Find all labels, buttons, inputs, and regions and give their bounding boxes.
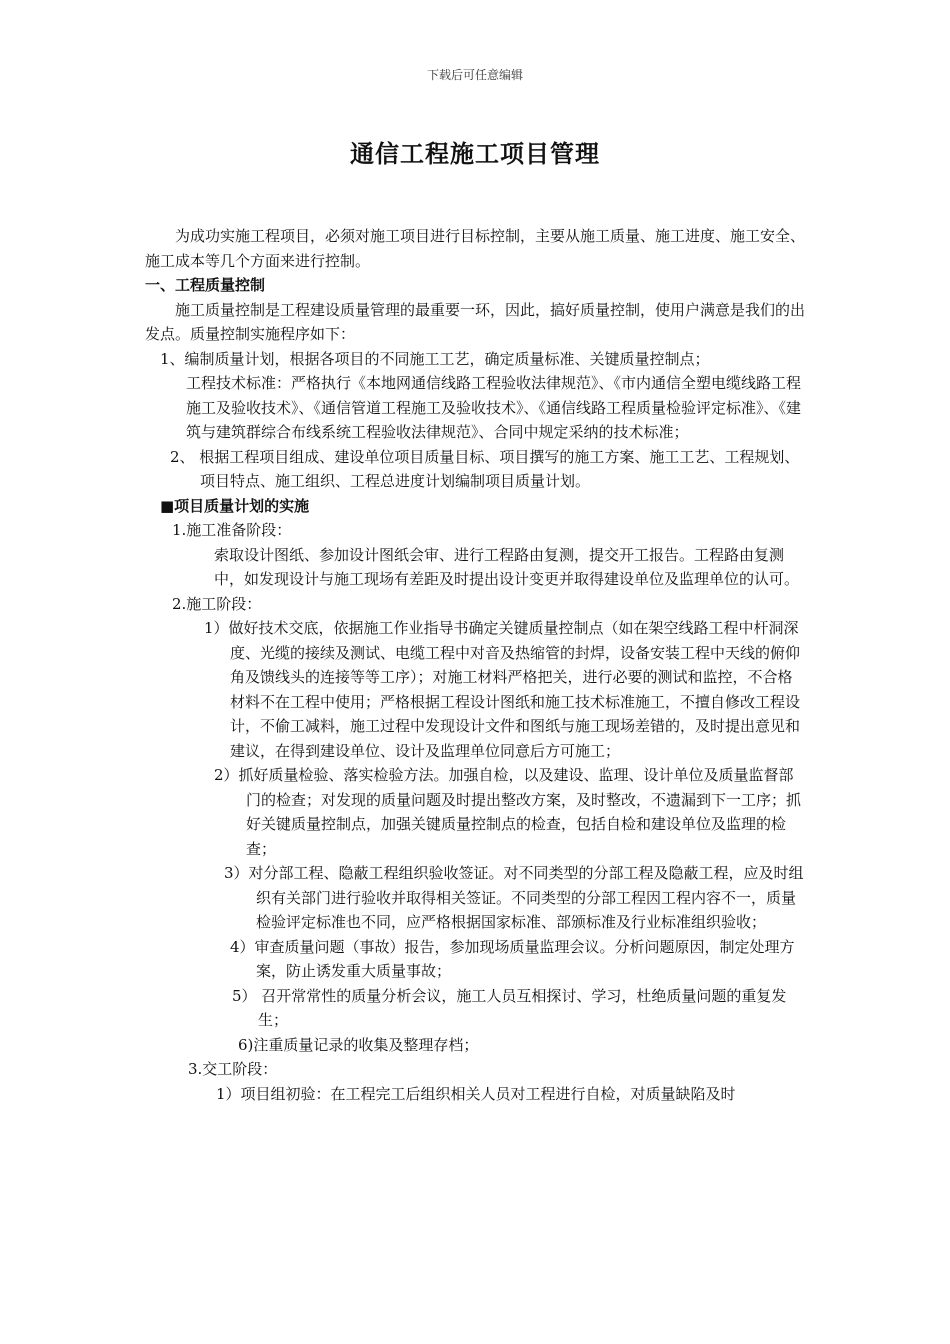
list-item: 6)注重质量记录的收集及整理存档； [238,1035,479,1054]
stage-title-handover: 3.交工阶段： [188,1060,278,1078]
standards-paragraph: 工程技术标准：严格执行《本地网通信线路工程验收法律规范》、《市内通信全塑电缆线路工程施工及验收技术》、《通信管道工程施工及验收技术》、《通信线路工程质量检验评定标准》、《建筑与建筑群综合布线系统工程验收法律规范》、合同中规定采纳的技术标准； [186,374,802,441]
page-title: 通信工程施工项目管理 [350,139,600,168]
list-item: 2）抓好质量检验、落实检验方法。加强自检，以及建设、监理、设计单位及质量监督部门的检查；对发现的质量问题及时提出整改方案，及时整改，不遗漏到下一工序；抓好关键质量控制点，加强关键质量控制点的检查，包括自检和建设单位及监理的检查； [214,766,802,858]
list-item-plan-compilation: 2、 根据工程项目组成、建设单位项目质量目标、项目撰写的施工方案、施工工艺、工程规划、项目特点、施工组织、工程总进度计划编制项目质量计划。 [170,447,800,490]
list-item: 5） 召开常常性的质量分析会议，施工人员互相探讨、学习，杜绝质量问题的重复发生； [232,986,787,1029]
section-intro-paragraph: 施工质量控制是工程建设质量管理的最重要一环，因此，搞好质量控制，使用户满意是我们的出发点。质量控制实施程序如下： [145,300,806,343]
stage-title-preparation: 1.施工准备阶段： [172,521,292,539]
list-item: 1）项目组初验：在工程完工后组织相关人员对工程进行自检，对质量缺陷及时 [216,1084,736,1103]
list-item: 4）审查质量问题（事故）报告，参加现场质量监理会议。分析问题原因，制定处理方案，防止诱发重大质量事故； [230,937,795,980]
stage-text-preparation: 索取设计图纸、参加设计图纸会审、进行工程路由复测，提交开工报告。工程路由复测中，如发现设计与施工现场有差距及时提出设计变更并取得建设单位及监理单位的认可。 [214,545,800,588]
list-item: 3）对分部工程、隐蔽工程组织验收签证。对不同类型的分部工程及隐蔽工程，应及时组织有关部门进行验收并取得相关签证。不同类型的分部工程因工程内容不一，质量检验评定标准也不同，应严格根据国家标准、部颁标准及行业标准组织验收； [224,864,804,931]
section-heading-quality: 一、工程质量控制 [145,276,266,294]
document-body [0,224,950,1106]
subsection-heading: ■项目质量计划的实施 [160,496,310,515]
list-item: 1）做好技术交底，依据施工作业指导书确定关键质量控制点（如在架空线路工程中杆洞深度、光缆的接续及测试、电缆工程中对音及热缩管的封焊，设备安装工程中天线的俯仰角及馈线头的连接等等工序）；对施工材料严格把关，进行必要的测试和监控，不合格材料不在工程中使用；严格根据工程设计图纸和施工技术标准施工，不擅自修改工程设计，不偷工减料，施工过程中发现设计文件和图纸与施工现场差错的，及时提出意见和建议，在得到建设单位、设计及监理单位同意后方可施工； [204,619,801,760]
list-item-quality-plan: 1、编制质量计划，根据各项目的不同施工工艺，确定质量标准、关键质量控制点； [160,349,710,368]
stage-title-construction: 2.施工阶段： [172,594,262,613]
intro-paragraph: 为成功实施工程项目，必须对施工项目进行目标控制，主要从施工质量、施工进度、施工安全、施工成本等几个方面来进行控制。 [145,227,806,270]
header-note: 下载后可任意编辑 [426,68,523,82]
